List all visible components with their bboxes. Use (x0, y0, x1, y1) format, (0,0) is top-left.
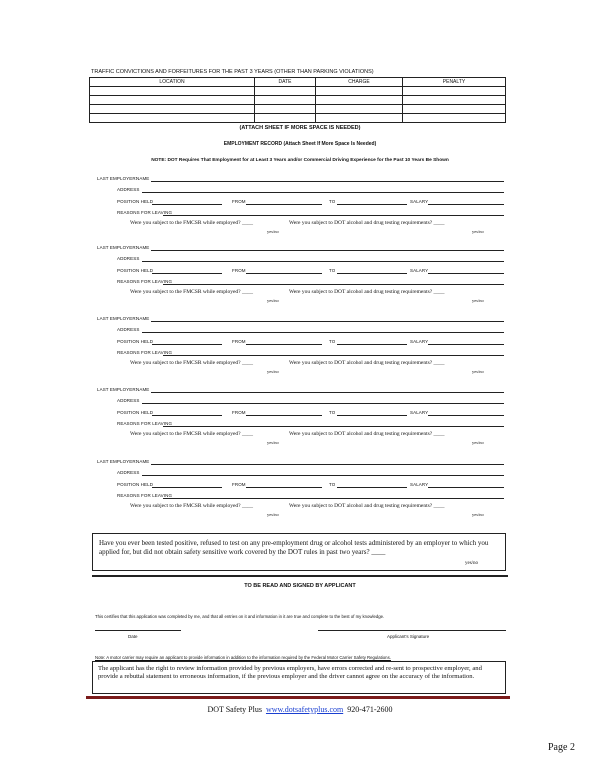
last-employer-label: LAST EMPLOYER: (97, 245, 138, 250)
address-label: ADDRESS (117, 470, 140, 475)
dot-testing-yesno: yes/no (472, 369, 484, 374)
sign-title: TO BE READ AND SIGNED BY APPLICANT (244, 583, 356, 589)
traffic-title: TRAFFIC CONVICTIONS AND FORFEITURES FOR THE PAST 3 YEARS (OTHER THAN PARKING VIOLATIONS) (91, 69, 374, 75)
positive-test-question: Have you ever been tested positive, refused to test on any pre-employment drug or alcohol tests administered by an employer to which you applied for, but did not obtain safety sensitive work covered by the DOT rules in past two years? ____ (99, 539, 489, 556)
rights-box (92, 661, 506, 694)
address-label: ADDRESS (117, 187, 140, 192)
position-label: POSITION HELD (117, 199, 154, 204)
position-label: POSITION HELD (117, 482, 154, 487)
footer-website-link[interactable]: www.dotsafetyplus.com (265, 705, 344, 714)
from-line[interactable] (246, 487, 322, 488)
address-label: ADDRESS (117, 256, 140, 261)
col-location: LOCATION (90, 78, 255, 87)
carrier-note: Note: A motor carrier may require an applicant to provide information in addition to the information required by the Federal Motor Carrier Safety Regulations. (95, 655, 391, 660)
address-line[interactable] (142, 261, 504, 262)
from-line[interactable] (246, 273, 322, 274)
dot-testing-question: Were you subject to DOT alcohol and drug testing requirements? ____ (289, 431, 445, 437)
salary-line[interactable] (428, 204, 504, 205)
signature-line[interactable] (318, 630, 506, 631)
name-label: NAME (136, 245, 150, 250)
last-employer-label: LAST EMPLOYER: (97, 387, 138, 392)
salary-label: SALARY (410, 199, 429, 204)
dot-testing-question: Were you subject to DOT alcohol and drug testing requirements? ____ (289, 289, 445, 295)
fmcsr-yesno: yes/no (267, 440, 279, 445)
position-line[interactable] (152, 273, 222, 274)
name-label: NAME (136, 459, 150, 464)
dot-testing-yesno: yes/no (472, 229, 484, 234)
reasons-line[interactable] (163, 284, 504, 285)
to-label: TO (329, 339, 336, 344)
dot-testing-question: Were you subject to DOT alcohol and drug testing requirements? ____ (289, 503, 445, 509)
name-line[interactable] (151, 321, 504, 322)
from-label: FROM (232, 410, 246, 415)
salary-label: SALARY (410, 410, 429, 415)
name-line[interactable] (151, 250, 504, 251)
employment-title: EMPLOYMENT RECORD (Attach Sheet If More Space Is Needed) (223, 141, 377, 147)
position-label: POSITION HELD (117, 268, 154, 273)
reasons-label: REASONS FOR LEAVING (117, 279, 173, 284)
from-label: FROM (232, 268, 246, 273)
fmcsr-yesno: yes/no (267, 229, 279, 234)
rights-text: The applicant has the right to review information provided by previous employers, have errors corrected and re-sent to prospective employer, and provide a rebuttal statement to erroneous information, if the previous employer and the driver cannot agree on the accuracy of the information. (98, 665, 482, 680)
address-line[interactable] (142, 332, 504, 333)
to-line[interactable] (337, 344, 407, 345)
footer-company: DOT Safety Plus (207, 705, 262, 714)
table-row[interactable] (90, 105, 506, 114)
divider (92, 575, 508, 577)
employment-note: NOTE: DOT Requires That Employment for at Least 3 Years and/or Commercial Driving Experience for the Past 10 Years Be Shown (151, 158, 449, 163)
address-label: ADDRESS (117, 327, 140, 332)
fmcsr-yesno: yes/no (267, 369, 279, 374)
dot-testing-question: Were you subject to DOT alcohol and drug testing requirements? ____ (289, 360, 445, 366)
to-line[interactable] (337, 273, 407, 274)
fmcsr-question: Were you subject to the FMCSR while employed? ____ (130, 431, 253, 437)
name-line[interactable] (151, 392, 504, 393)
last-employer-label: LAST EMPLOYER: (97, 459, 138, 464)
address-line[interactable] (142, 475, 504, 476)
from-label: FROM (232, 339, 246, 344)
from-label: FROM (232, 199, 246, 204)
fmcsr-question: Were you subject to the FMCSR while employed? ____ (130, 289, 253, 295)
reasons-line[interactable] (163, 215, 504, 216)
salary-line[interactable] (428, 487, 504, 488)
reasons-label: REASONS FOR LEAVING (117, 350, 173, 355)
positive-test-box (92, 533, 506, 571)
reasons-label: REASONS FOR LEAVING (117, 493, 173, 498)
date-line[interactable] (95, 630, 181, 631)
position-line[interactable] (152, 415, 222, 416)
salary-line[interactable] (428, 415, 504, 416)
reasons-line[interactable] (163, 426, 504, 427)
position-label: POSITION HELD (117, 410, 154, 415)
last-employer-label: LAST EMPLOYER: (97, 176, 138, 181)
col-penalty: PENALTY (403, 78, 506, 87)
dot-testing-yesno: yes/no (472, 512, 484, 517)
reasons-line[interactable] (163, 355, 504, 356)
positive-test-yesno: yes/no (465, 561, 479, 566)
name-label: NAME (136, 176, 150, 181)
col-date: DATE (255, 78, 316, 87)
signature-label: Applicant's Signature (387, 634, 430, 639)
from-line[interactable] (246, 344, 322, 345)
from-line[interactable] (246, 415, 322, 416)
table-row[interactable] (90, 87, 506, 96)
last-employer-label: LAST EMPLOYER: (97, 316, 138, 321)
salary-label: SALARY (410, 268, 429, 273)
position-line[interactable] (152, 487, 222, 488)
address-label: ADDRESS (117, 398, 140, 403)
to-line[interactable] (337, 415, 407, 416)
from-line[interactable] (246, 204, 322, 205)
date-label: Date (128, 634, 138, 639)
page-number: Page 2 (548, 742, 575, 753)
reasons-line[interactable] (163, 498, 504, 499)
to-label: TO (329, 199, 336, 204)
salary-line[interactable] (428, 273, 504, 274)
fmcsr-yesno: yes/no (267, 512, 279, 517)
name-label: NAME (136, 316, 150, 321)
dot-testing-yesno: yes/no (472, 298, 484, 303)
salary-line[interactable] (428, 344, 504, 345)
fmcsr-question: Were you subject to the FMCSR while employed? ____ (130, 220, 253, 226)
to-line[interactable] (337, 204, 407, 205)
name-label: NAME (136, 387, 150, 392)
footer-rule (86, 696, 510, 699)
name-line[interactable] (151, 464, 504, 465)
to-label: TO (329, 410, 336, 415)
salary-label: SALARY (410, 482, 429, 487)
dot-testing-question: Were you subject to DOT alcohol and drug testing requirements? ____ (289, 220, 445, 226)
table-row[interactable] (90, 114, 506, 123)
fmcsr-question: Were you subject to the FMCSR while employed? ____ (130, 503, 253, 509)
col-charge: CHARGE (316, 78, 403, 87)
name-line[interactable] (151, 181, 504, 182)
reasons-label: REASONS FOR LEAVING (117, 421, 173, 426)
salary-label: SALARY (410, 339, 429, 344)
position-label: POSITION HELD (117, 339, 154, 344)
to-line[interactable] (337, 487, 407, 488)
footer-phone: 920-471-2600 (347, 705, 393, 714)
fmcsr-yesno: yes/no (267, 298, 279, 303)
position-line[interactable] (152, 204, 222, 205)
address-line[interactable] (142, 192, 504, 193)
dot-testing-yesno: yes/no (472, 440, 484, 445)
fmcsr-question: Were you subject to the FMCSR while employed? ____ (130, 360, 253, 366)
position-line[interactable] (152, 344, 222, 345)
certify-text: This certifies that this application was completed by me, and that all entries on it and information in it are true and complete to the best of my knowledge. (95, 614, 385, 619)
footer-line (0, 705, 600, 714)
address-line[interactable] (142, 403, 504, 404)
to-label: TO (329, 482, 336, 487)
traffic-table (89, 77, 506, 123)
table-row[interactable] (90, 96, 506, 105)
attach-note: (ATTACH SHEET IF MORE SPACE IS NEEDED) (239, 125, 361, 131)
to-label: TO (329, 268, 336, 273)
reasons-label: REASONS FOR LEAVING (117, 210, 173, 215)
from-label: FROM (232, 482, 246, 487)
